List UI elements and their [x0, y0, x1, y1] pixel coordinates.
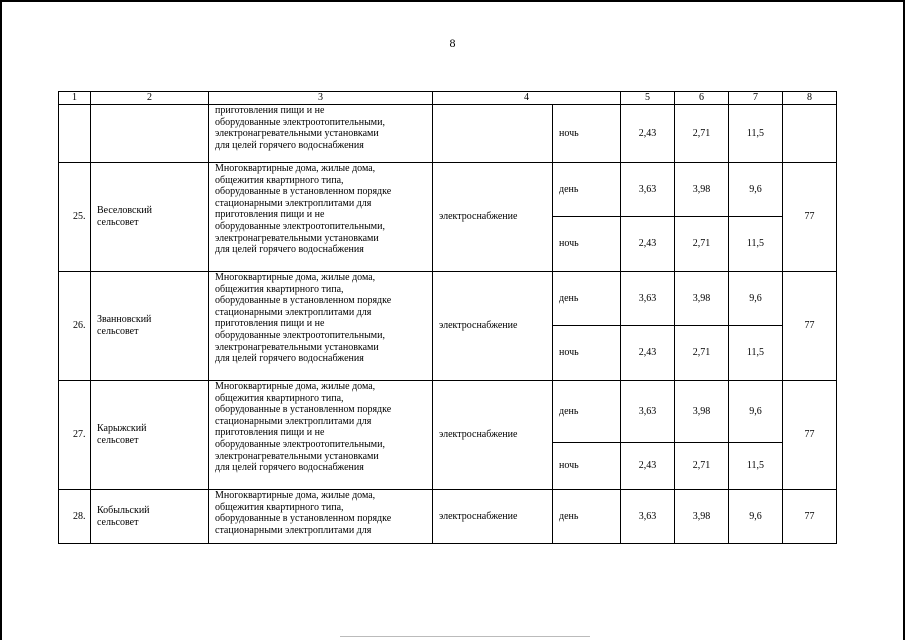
row-value-6: 2,71 — [675, 217, 729, 272]
row-value-5: 3,63 — [621, 272, 675, 326]
column-header-8: 8 — [783, 92, 837, 105]
row-service: электроснабжение — [433, 381, 553, 490]
column-header-6: 6 — [675, 92, 729, 105]
table-row — [59, 381, 837, 443]
row-value-5: 3,63 — [621, 490, 675, 544]
table-row — [59, 105, 837, 163]
column-header-3: 3 — [209, 92, 433, 105]
row-period: день — [553, 490, 621, 544]
row-value-8: 77 — [783, 490, 837, 544]
row-value-5: 3,63 — [621, 381, 675, 443]
row-period: ночь — [553, 443, 621, 490]
row-number: 28. — [59, 490, 91, 544]
row-description: Многоквартирные дома, жилые дома, общежития квартирного типа, оборудованные в установленном порядке стационарными электроплитами для приготовления пищи и не оборудованные электроотопительными, электронагревательными установками для целей горячего водоснабжения — [209, 381, 433, 490]
row-value-6: 2,71 — [675, 105, 729, 163]
row-period: ночь — [553, 105, 621, 163]
row-description: приготовления пищи и не оборудованные электроотопительными, электронагревательными установками для целей горячего водоснабжения — [209, 105, 433, 163]
row-value-7: 11,5 — [729, 326, 783, 381]
row-number: 26. — [59, 272, 91, 381]
row-value-5: 3,63 — [621, 163, 675, 217]
table-row — [59, 272, 837, 326]
column-header-2: 2 — [91, 92, 209, 105]
row-settlement-name: Карыжский сельсовет — [91, 381, 209, 490]
row-settlement-name: Кобыльский сельсовет — [91, 490, 209, 544]
column-header-7: 7 — [729, 92, 783, 105]
row-value-7: 11,5 — [729, 443, 783, 490]
table-row — [59, 490, 837, 544]
row-service: электроснабжение — [433, 163, 553, 272]
row-value-5: 2,43 — [621, 443, 675, 490]
row-service-cell — [433, 105, 553, 163]
column-header-1: 1 — [59, 92, 91, 105]
row-value-8: 77 — [783, 272, 837, 381]
table-header-row — [59, 92, 837, 105]
row-period: день — [553, 272, 621, 326]
row-period: ночь — [553, 326, 621, 381]
tariff-table — [58, 91, 837, 544]
column-header-5: 5 — [621, 92, 675, 105]
row-value-6: 3,98 — [675, 381, 729, 443]
row-period: день — [553, 163, 621, 217]
row-period: день — [553, 381, 621, 443]
scan-artifact-line — [340, 636, 590, 637]
row-value-5: 2,43 — [621, 326, 675, 381]
row-value-7: 9,6 — [729, 163, 783, 217]
row-num-cell — [59, 105, 91, 163]
row-description: Многоквартирные дома, жилые дома, общежития квартирного типа, оборудованные в установленном порядке стационарными электроплитами для — [209, 490, 433, 544]
row-value-7: 11,5 — [729, 105, 783, 163]
row-period: ночь — [553, 217, 621, 272]
row-value-7: 9,6 — [729, 381, 783, 443]
row-value-8: 77 — [783, 163, 837, 272]
row-value-8 — [783, 105, 837, 163]
row-number: 27. — [59, 381, 91, 490]
row-name-cell — [91, 105, 209, 163]
row-value-5: 2,43 — [621, 105, 675, 163]
row-value-6: 3,98 — [675, 490, 729, 544]
row-number: 25. — [59, 163, 91, 272]
table-row — [59, 163, 837, 217]
row-settlement-name: Веселовский сельсовет — [91, 163, 209, 272]
row-value-7: 9,6 — [729, 490, 783, 544]
row-value-7: 11,5 — [729, 217, 783, 272]
row-value-8: 77 — [783, 381, 837, 490]
column-header-4: 4 — [433, 92, 621, 105]
row-value-6: 2,71 — [675, 443, 729, 490]
row-value-6: 3,98 — [675, 163, 729, 217]
page-number: 8 — [449, 36, 456, 50]
row-value-6: 2,71 — [675, 326, 729, 381]
row-value-5: 2,43 — [621, 217, 675, 272]
row-description: Многоквартирные дома, жилые дома, общежития квартирного типа, оборудованные в установленном порядке стационарными электроплитами для приготовления пищи и не оборудованные электроотопительными, электронагревательными установками для целей горячего водоснабжения — [209, 272, 433, 381]
row-settlement-name: Званновский сельсовет — [91, 272, 209, 381]
row-service: электроснабжение — [433, 490, 553, 544]
row-value-6: 3,98 — [675, 272, 729, 326]
row-description: Многоквартирные дома, жилые дома, общежития квартирного типа, оборудованные в установленном порядке стационарными электроплитами для приготовления пищи и не оборудованные электроотопительными, электронагревательными установками для целей горячего водоснабжения — [209, 163, 433, 272]
row-service: электроснабжение — [433, 272, 553, 381]
row-value-7: 9,6 — [729, 272, 783, 326]
